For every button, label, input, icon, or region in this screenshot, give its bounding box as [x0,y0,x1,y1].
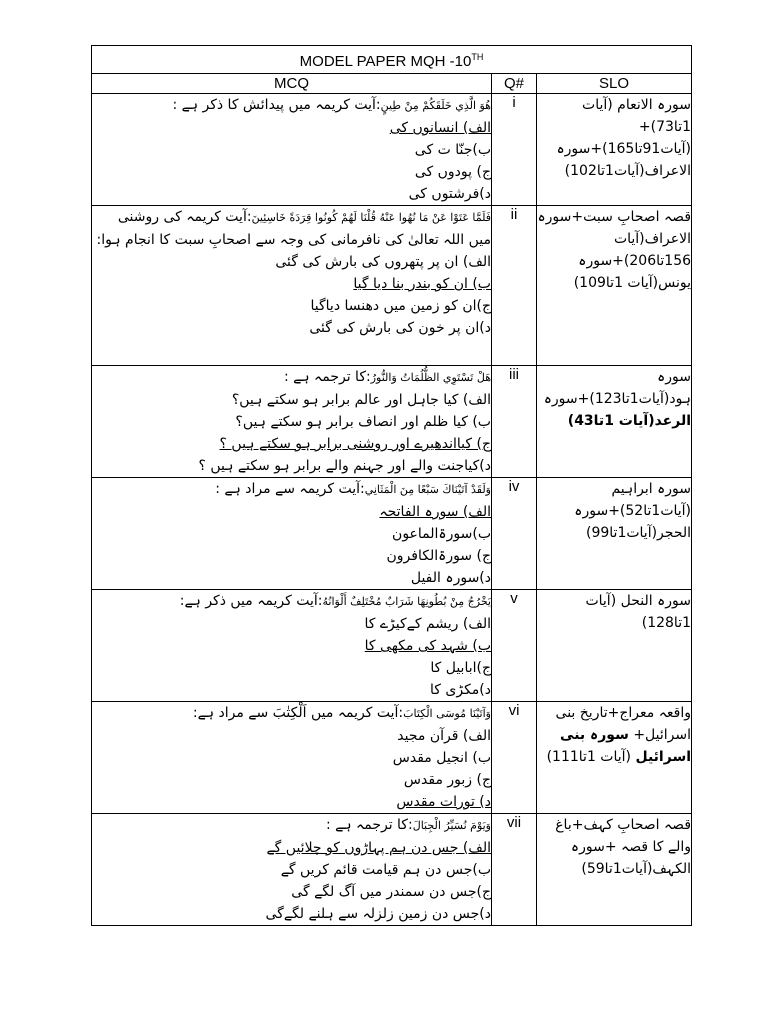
question-text: :آیت کریمہ میں اَلْکِتٰبَ سے مراد ہے: [192,705,404,721]
question-number: iv [492,478,537,590]
question-cell [92,702,492,814]
question-row [92,590,692,702]
ayah-text: هُوَ الَّذِي خَلَقَكُمْ مِنْ طِينٍ [380,99,491,112]
question-line [92,229,491,251]
option: الف) قرآن مجید [397,728,491,744]
question-cell [92,366,492,478]
ayah-text: هَلْ تَسْتَوِي الظُّلُمَاتُ وَالنُّورُ [370,371,491,384]
question-row [92,814,692,926]
slo-cell [537,94,692,206]
question-line [92,366,491,389]
option: د)فرشتوں کی [408,186,491,202]
option: الف) کیا جاہل اور عالم برابر ہو سکتے ہیں؟ [231,392,491,408]
slo-cell [537,206,692,366]
question-line [92,206,491,229]
question-cell [92,590,492,702]
model-paper-table [91,45,692,926]
option-correct: ب) شہد کی مکھی کا [364,638,491,654]
option: ج) زبور مقدس [403,772,491,788]
slo-bold-text: سورہ بنی اسرائیل [560,727,692,765]
slo-text: قصہ اصحابِ سبت+سورہ الاعراف(آیات 156تا206)+سورہ یونس(آیات 1تا109) [537,209,692,291]
option: ج)ابابیل کا [430,660,491,676]
option-correct: الف) انسانوں کی [389,120,491,136]
option-correct: ج) کیااندھیرے اور روشنی برابر ہو سکتے ہیں ؟ [219,436,491,452]
option-correct: د) تورات مقدس [396,794,491,810]
question-line [92,478,491,501]
slo-cell [537,702,692,814]
ayah-text: وَيَوْمَ نُسَيِّرُ الْجِبَالَ [412,819,491,832]
option: ب) کیا ظلم اور انصاف برابر ہو سکتے ہیں؟ [235,414,491,430]
question-number: i [492,94,537,206]
slo-text: سورہ الانعام (آیات 1تا73)+ (آیات91تا165)+سورہ الاعراف(آیات1تا102) [556,97,692,179]
question-text: :کا ترجمہ ہے : [284,369,371,385]
question-text: :آیت کریمہ میں ذکر ہے: [179,593,323,609]
option: د)ان پر خون کی بارش کی گئی [309,320,491,336]
question-row [92,702,692,814]
slo-text: سورہ النحل (آیات 1تا128) [585,593,692,631]
ayah-text: فَلَمَّا عَتَوْا عَنْ مَا نُهُوا عَنْهُ قُلْنَا لَهُمْ كُونُوا قِرَدَةً خَاسِئِينَ [251,211,491,224]
ayah-text: يَخْرُجُ مِنْ بُطُونِهَا شَرَابٌ مُخْتَلِفٌ أَلْوَانُهُ [322,595,491,608]
option: الف) ان پر پتھروں کی بارش کی گئی [275,254,491,270]
paper-title-sup: TH [471,52,484,62]
option: د)سورہ الفیل [410,570,491,586]
question-text: :کا ترجمہ ہے : [326,817,413,833]
option: ب) انجیل مقدس [392,750,491,766]
header-mcq: MCQ [92,74,492,94]
option: ج)جس دن سمندر میں آگ لگے گی [291,884,491,900]
slo-cell [537,366,692,478]
slo-text: قصہ اصحابِ کہف+باغ والے کا قصہ +سورہ الکہف(آیات1تا59) [555,817,692,877]
question-text: میں اللہ تعالیٰ کی نافرمانی کی وجہ سے اصحابِ سبت کا انجام ہوا: [96,232,491,248]
question-text: :آیت کریمہ کی روشنی [117,209,252,225]
question-line [92,94,491,117]
option: ج) پودوں کی [414,164,491,180]
question-number: iii [492,366,537,478]
slo-cell [537,590,692,702]
question-text: :آیت کریمہ میں پیدائش کا ذکر ہے : [172,97,381,113]
question-line [92,590,491,613]
ayah-text: وَآتَيْنَا مُوسَى الْكِتَابَ [403,707,491,720]
question-number: v [492,590,537,702]
option: ب)جنّا ت کی [414,142,491,158]
option: ج) سورۃالکافرون [386,548,491,564]
question-cell [92,814,492,926]
header-slo: SLO [537,74,692,94]
option: ب)جس دن ہم قیامت قائم کریں گے [280,862,491,878]
option: الف) ریشم کےکیڑے کا [364,616,491,632]
question-line [92,814,491,837]
question-text: :آیت کریمہ سے مراد ہے : [215,481,365,497]
ayah-text: وَلَقَدْ آتَيْنَاكَ سَبْعًا مِنَ الْمَثَانِي [364,483,491,496]
question-row [92,206,692,366]
question-cell [92,478,492,590]
question-cell [92,94,492,206]
option: د)جس دن زمین زلزلہ سے ہلنے لگےگی [265,906,491,922]
question-row [92,94,692,206]
option: ج)ان کو زمین میں دھنسا دیاگیا [310,298,491,314]
option: د)مکڑی کا [430,682,491,698]
header-qno: Q# [492,74,537,94]
paper-title-text: MODEL PAPER MQH -10 [299,53,472,70]
option: ب)سورۃالماعون [392,526,491,542]
slo-cell [537,478,692,590]
slo-tail-text: (آیات 1تا111) [546,749,632,765]
slo-text: سورہ ابراہیم (آیات1تا52)+سورہ الحجر(آیات1تا99) [574,481,692,541]
option-correct: الف) سورہ الفاتحہ [379,504,491,520]
question-number: ii [492,206,537,366]
question-number: vii [492,814,537,926]
option: د)کیاجنت والے اور جہنم والے برابر ہو سکتے ہیں ؟ [198,458,491,474]
slo-cell [537,814,692,926]
option-correct: الف) جس دن ہم پہاڑوں کو چلائیں گے [266,840,491,856]
paper-title [92,46,692,74]
slo-bold-text: الرعد(آیات 1تا43) [567,413,692,429]
slo-text: واقعہ معراج+تاریخ بنی اسرائیل+ [555,705,692,743]
question-cell [92,206,492,366]
question-row [92,366,692,478]
slo-text: سورہ ہود(آیات1تا123)+سورہ [543,369,692,407]
question-number: vi [492,702,537,814]
question-line [92,702,491,725]
question-row [92,478,692,590]
option-correct: ب) ان کو بندر بنا دیا گیا [353,276,491,292]
